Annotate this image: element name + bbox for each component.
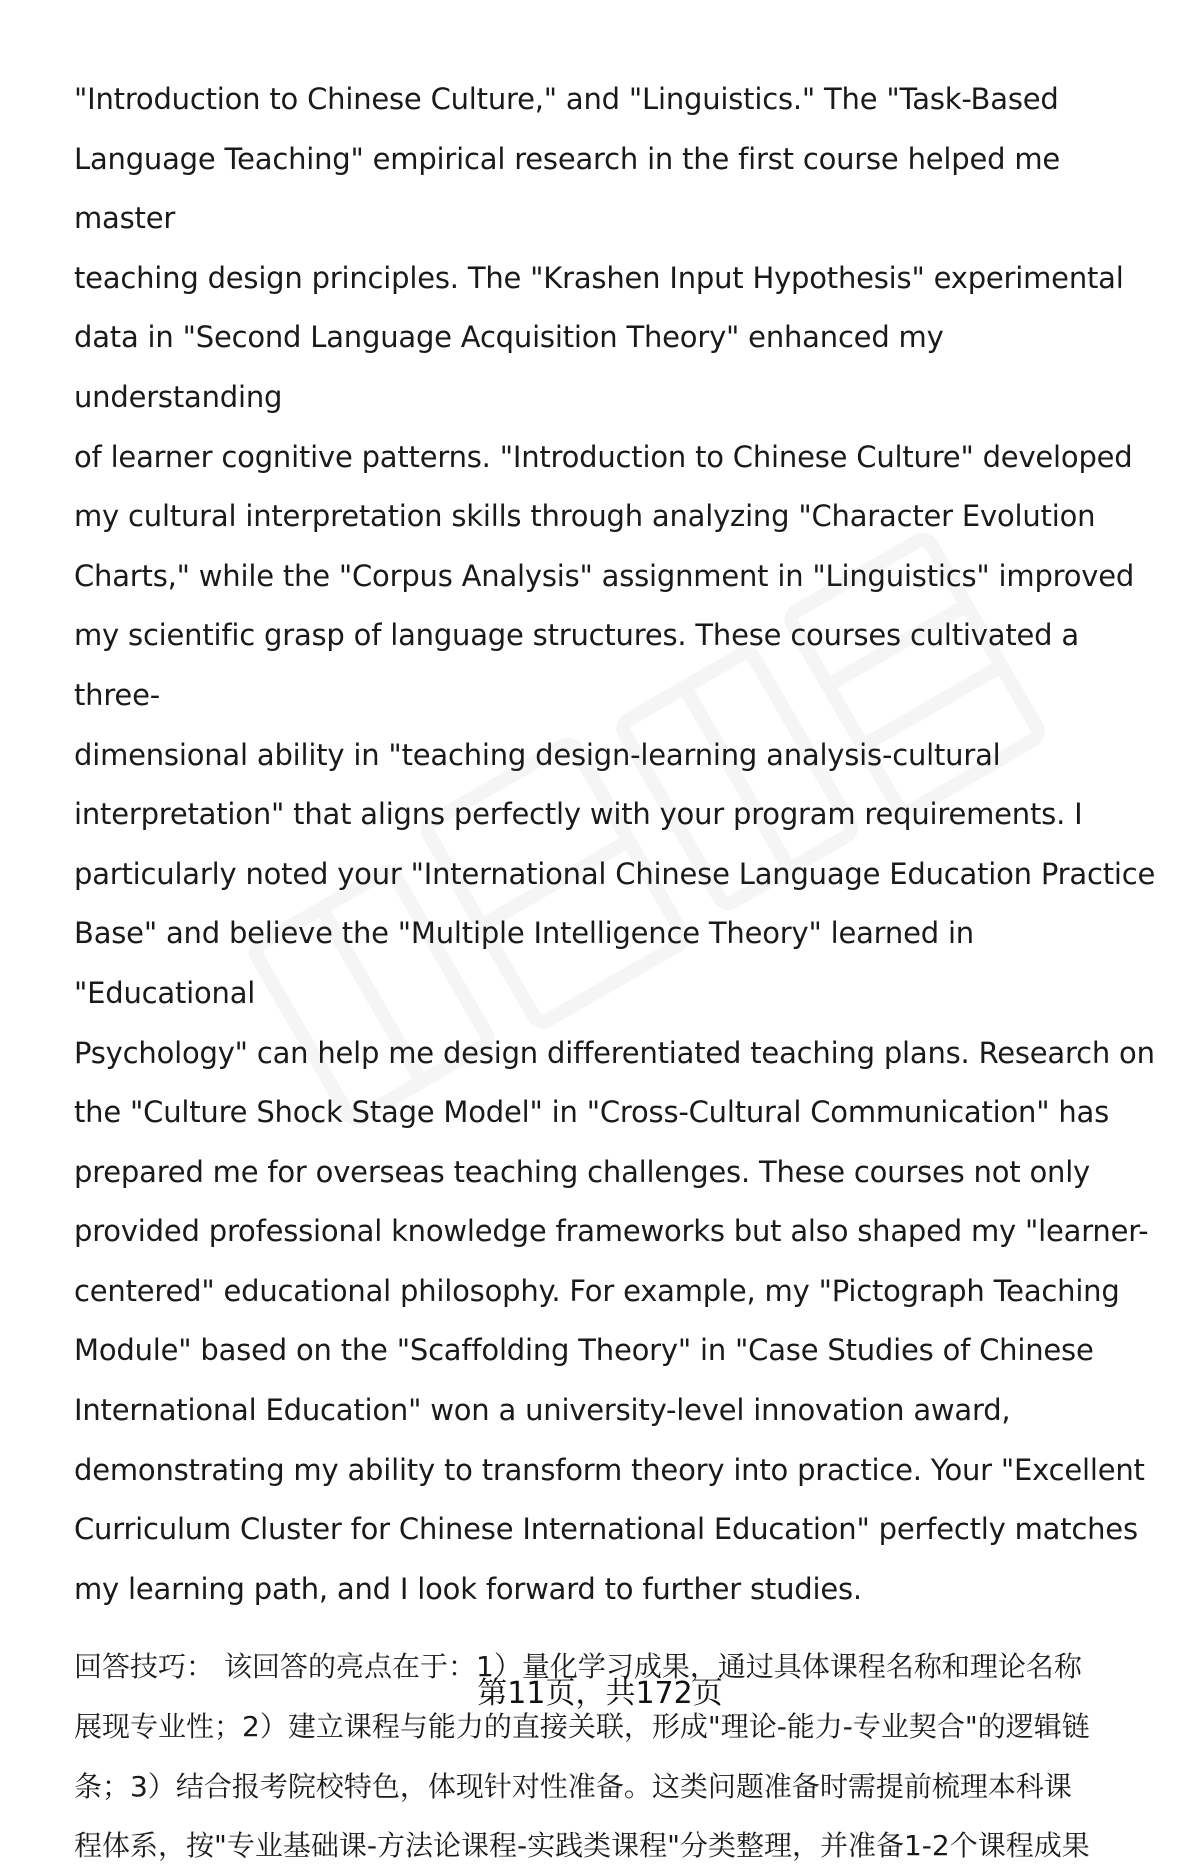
page-number-footer: 第11页，共172页 xyxy=(477,1676,723,1711)
document-content xyxy=(74,70,1160,1876)
tip-label: 回答技巧： xyxy=(74,1650,215,1684)
answer-paragraph: "Introduction to Chinese Culture," and "Linguistics." The "Task-Based Language Teaching" empirical research in the first course helped me master teaching design principles. The "Krashen Input Hypothesis" experimental data in "Second Language Acquisition Theory" enhanced my understanding of learner cognitive patterns. "Introduction to Chinese Culture" developed my cultural interpretation skills through analyzing "Character Evolution Charts," while the "Corpus Analysis" assignment in "Linguistics" improved my scientific grasp of language structures. These courses cultivated a three- dimensional ability in "teaching design-learning analysis-cultural interpretation" that aligns perfectly with your program requirements. I particularly noted your "International Chinese Language Education Practice Base" and believe the "Multiple Intelligence Theory" learned in "Educational Psychology" can help me design differentiated teaching plans. Research on the "Culture Shock Stage Model" in "Cross-Cultural Communication" has prepared me for overseas teaching challenges. These courses not only provided professional knowledge frameworks but also shaped my "learner- centered" educational philosophy. For example, my "Pictograph Teaching Module" based on the "Scaffolding Theory" in "Case Studies of Chinese International Education" won a university-level innovation award, demonstrating my ability to transform theory into practice. Your "Excellent Curriculum Cluster for Chinese International Education" perfectly matches my learning path, and I look forward to further studies. xyxy=(74,82,1156,1606)
tip-text: 该回答的亮点在于：1）量化学习成果，通过具体课程名称和理论名称 展现专业性；2）建立课程与能力的直接关联，形成"理论-能力-专业契合"的逻辑链 条；3）结合报考院校特色，体现针对性准备。这类问题准备时需提前梳理本科课 程体系，按"专业基础课-方法论课程-实践类课程"分类整理，并准备1-2个课程成果 xyxy=(74,1650,1090,1863)
